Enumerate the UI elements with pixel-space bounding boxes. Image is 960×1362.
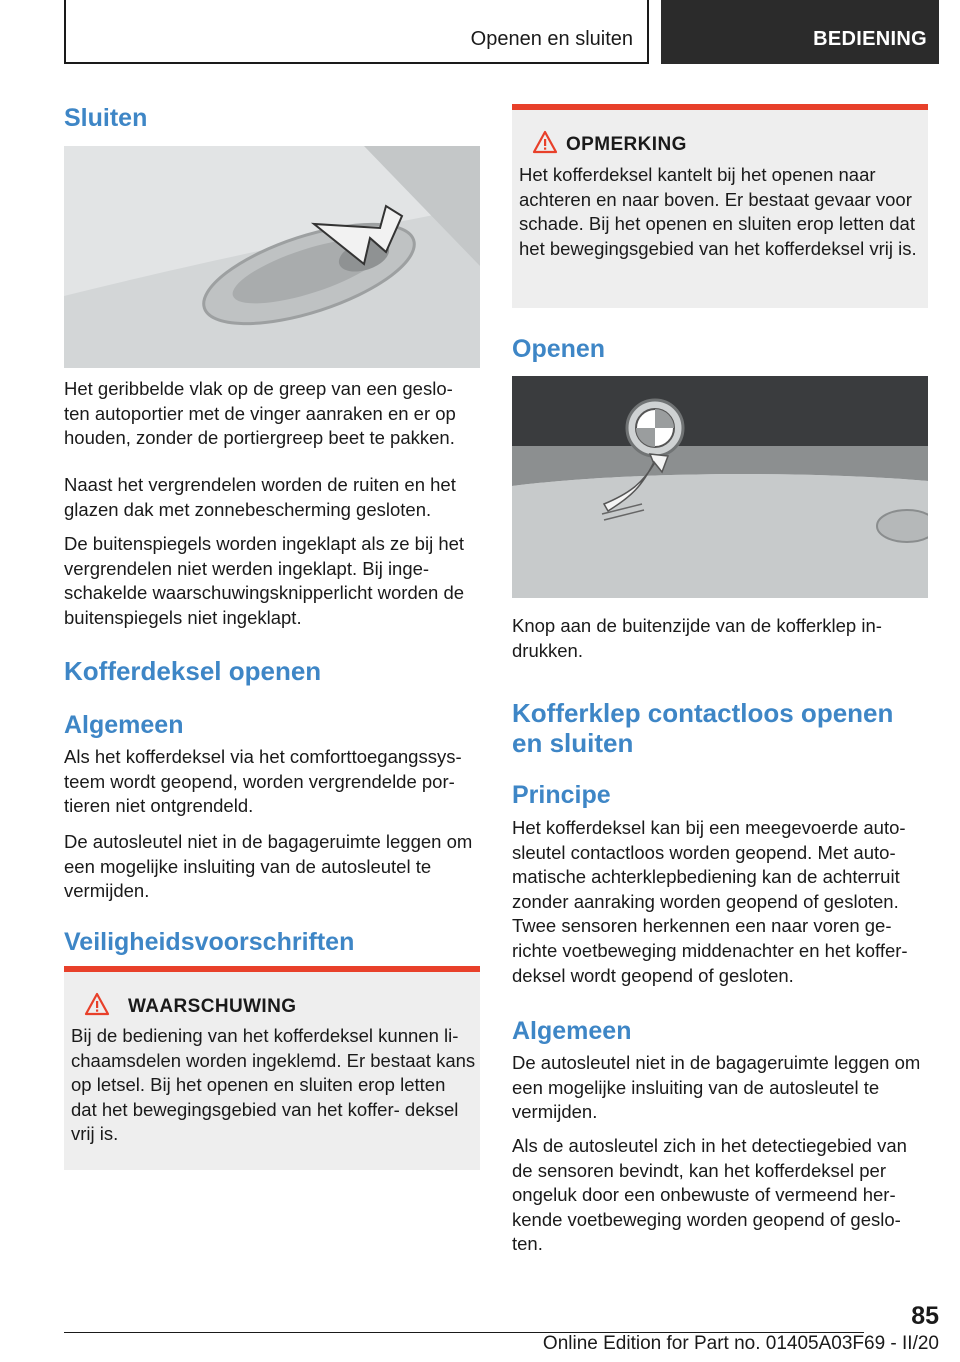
heading-principe: Principe: [512, 781, 611, 809]
heading-algemeen-2: Algemeen: [512, 1017, 632, 1045]
heading-algemeen: Algemeen: [64, 711, 184, 739]
note-bar: [512, 104, 928, 110]
header-chapter-tab: [661, 0, 939, 64]
text-openen: Knop aan de buitenzijde van de kofferklep in‐ drukken.: [512, 615, 882, 661]
text-algemeen2-2: Als de autosleutel zich in het detectiegebied van de sensoren bevindt, kan het kofferdeksel per ongeluk door een onbewuste of vermeend her‐ kende voetbeweging worden geopend of geslo‐ ten.: [512, 1135, 907, 1255]
warning-title: WAARSCHUWING: [128, 996, 297, 1017]
warning-box: [64, 966, 480, 1170]
header-section-title: Openen en sluiten: [470, 28, 633, 50]
warning-bar: [64, 966, 480, 972]
text-sluiten-2: Naast het vergrendelen worden de ruiten en het glazen dak met zonnebescherming gesloten.: [64, 474, 456, 520]
note-body: Het kofferdeksel kantelt bij het openen naar achteren en naar boven. Er bestaat gevaar voor schade. Bij het openen en sluiten erop letten dat het bewegingsgebied van het kofferdeksel vrij is.: [519, 164, 917, 259]
door-handle-image: [64, 146, 480, 368]
trunk-button-illustration: [512, 376, 928, 598]
door-handle-illustration: [64, 146, 480, 368]
text-sluiten-3: De buitenspiegels worden ingeklapt als ze bij het vergrendelen niet werden ingeklapt. Bij inge‐ schakelde waarschuwingsknipperlicht worden de buitenspiegels niet ingeklapt.: [64, 533, 465, 628]
heading-sluiten: Sluiten: [64, 104, 148, 132]
page-number: 85: [911, 1302, 939, 1330]
note-box: [512, 104, 928, 308]
text-sluiten-1: Het geribbelde vlak op de greep van een geslo‐ ten autoportier met de vinger aanraken en er op houden, zonder de portiergreep beet te pakken.: [64, 378, 456, 449]
warning-body: Bij de bediening van het kofferdeksel kunnen li‐ chaamsdelen worden ingeklemd. Er bestaat kans op letsel. Bij het openen en sluiten erop letten dat het bewegingsgebied van het koffer‐ deksel vrij is.: [71, 1025, 476, 1145]
header-section-tab: [64, 0, 649, 64]
heading-veiligheidsvoorschriften: Veiligheidsvoorschriften: [64, 928, 355, 956]
text-algemeen2-1: De autosleutel niet in de bagageruimte leggen om een mogelijke insluiting van de autosleutel te vermijden.: [512, 1052, 921, 1123]
heading-openen: Openen: [512, 335, 606, 363]
text-principe: Het kofferdeksel kan bij een meegevoerde auto‐ sleutel contactloos worden geopend. Met auto‐ matische achterklepbediening kan de achterruit zonder aanraking worden geopend of gesloten. Twee sensoren herkennen een naar voren ge‐ richte voetbeweging middenachter en het koffer‐ deksel wordt geopend of gesloten.: [512, 817, 908, 986]
trunk-button-image: [512, 376, 928, 598]
heading-kofferdeksel-openen: Kofferdeksel openen: [64, 656, 322, 686]
text-algemeen-2: De autosleutel niet in de bagageruimte leggen om een mogelijke insluiting van de autosleutel te vermijden.: [64, 831, 473, 902]
note-triangle-icon: [532, 130, 558, 154]
text-algemeen-1: Als het kofferdeksel via het comforttoegangssys‐ teem wordt geopend, worden vergrendelde por‐ tieren niet ontgrendeld.: [64, 746, 462, 817]
footer-edition: Online Edition for Part no. 01405A03F69 - II/20: [542, 1333, 939, 1354]
header-chapter-title: BEDIENING: [813, 28, 927, 50]
note-title: OPMERKING: [566, 134, 687, 155]
warning-triangle-icon: [84, 992, 110, 1016]
heading-kofferklep-contactloos: Kofferklep contactloos openen en sluiten: [512, 698, 894, 758]
